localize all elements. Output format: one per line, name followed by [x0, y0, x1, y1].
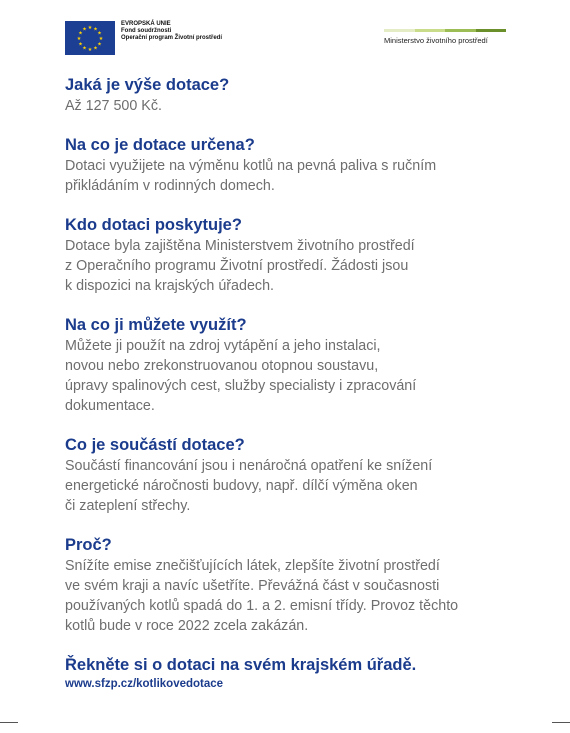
section-heading: Na co ji můžete využít? — [65, 316, 247, 334]
ministry-stripes — [384, 29, 506, 32]
eu-logo — [65, 21, 222, 55]
eu-star-icon: ★ — [97, 41, 102, 48]
eu-star-icon: ★ — [78, 30, 83, 37]
section-usage — [65, 314, 515, 416]
section-line: používaných kotlů spadá do 1. a 2. emisní třídy. Provoz těchto — [65, 598, 459, 614]
section-line: dokumentace. — [65, 398, 155, 414]
section-line: energetické náročnosti budovy, např. dílčí výměna oken — [65, 478, 418, 494]
eu-star-icon: ★ — [87, 47, 93, 53]
section-line: ve svém kraji a navíc ušetříte. Převážná část v současnosti — [65, 578, 440, 594]
eu-star-icon: ★ — [78, 41, 83, 48]
section-line: Dotaci využijete na výměnu kotlů na pevná paliva s ručním — [65, 158, 437, 174]
eu-star-icon: ★ — [97, 30, 102, 37]
section-line: úpravy spalinových cest, služby specialisty i zpracování — [65, 378, 417, 394]
eu-logo-line-1: EVROPSKÁ UNIE — [121, 21, 171, 27]
eu-star-icon: ★ — [76, 36, 82, 42]
main-content — [65, 74, 515, 692]
section-line: kotlů bude v roce 2022 zcela zakázán. — [65, 618, 309, 634]
section-heading: Jaká je výše dotace? — [65, 76, 230, 94]
section-provider — [65, 214, 515, 296]
section-line: přikládáním v rodinných domech. — [65, 178, 275, 194]
footer-cta-block — [65, 654, 515, 692]
section-heading: Co je součástí dotace? — [65, 436, 245, 454]
eu-logo-line-3: Operační program Životní prostředí — [121, 35, 223, 41]
section-line: z Operačního programu Životní prostředí. Žádosti jsou — [65, 258, 409, 274]
ministry-name: Ministerstvo životního prostředí — [384, 36, 488, 45]
crop-mark-left — [0, 722, 18, 723]
section-line: Dotace byla zajištěna Ministerstvem životního prostředí — [65, 238, 415, 254]
section-heading: Proč? — [65, 536, 112, 554]
section-line: Snížíte emise znečišťujících látek, zlepšíte životní prostředí — [65, 558, 440, 574]
website-link[interactable]: www.sfzp.cz/kotlikovedotace — [65, 678, 224, 690]
eu-star-icon: ★ — [98, 36, 104, 42]
section-amount — [65, 74, 515, 116]
eu-star-icon: ★ — [93, 45, 98, 52]
eu-logo-line-2: Fond soudržnosti — [121, 28, 172, 34]
section-heading: Kdo dotaci poskytuje? — [65, 216, 242, 234]
ministry-logo — [384, 29, 506, 45]
section-purpose — [65, 134, 515, 196]
section-heading: Na co je dotace určena? — [65, 136, 255, 154]
crop-mark-right — [552, 722, 570, 723]
section-line: či zateplení střechy. — [65, 498, 191, 514]
eu-star-icon: ★ — [82, 45, 87, 52]
eu-star-icon: ★ — [87, 25, 93, 31]
call-to-action: Řekněte si o dotaci na svém krajském úřadě. — [65, 656, 417, 674]
eu-logo-text — [121, 21, 222, 42]
section-line: Můžete ji použít na zdroj vytápění a jeho instalaci, — [65, 338, 381, 354]
eu-star-icon: ★ — [82, 26, 87, 33]
section-included — [65, 434, 515, 516]
eu-star-icon: ★ — [93, 26, 98, 33]
section-line: novou nebo zrekonstruovanou otopnou soustavu, — [65, 358, 379, 374]
section-why — [65, 534, 515, 636]
section-line: Součástí financování jsou i nenáročná opatření ke snížení — [65, 458, 433, 474]
eu-flag-icon — [65, 21, 115, 55]
section-line: Až 127 500 Kč. — [65, 98, 162, 114]
section-line: k dispozici na krajských úřadech. — [65, 278, 274, 294]
